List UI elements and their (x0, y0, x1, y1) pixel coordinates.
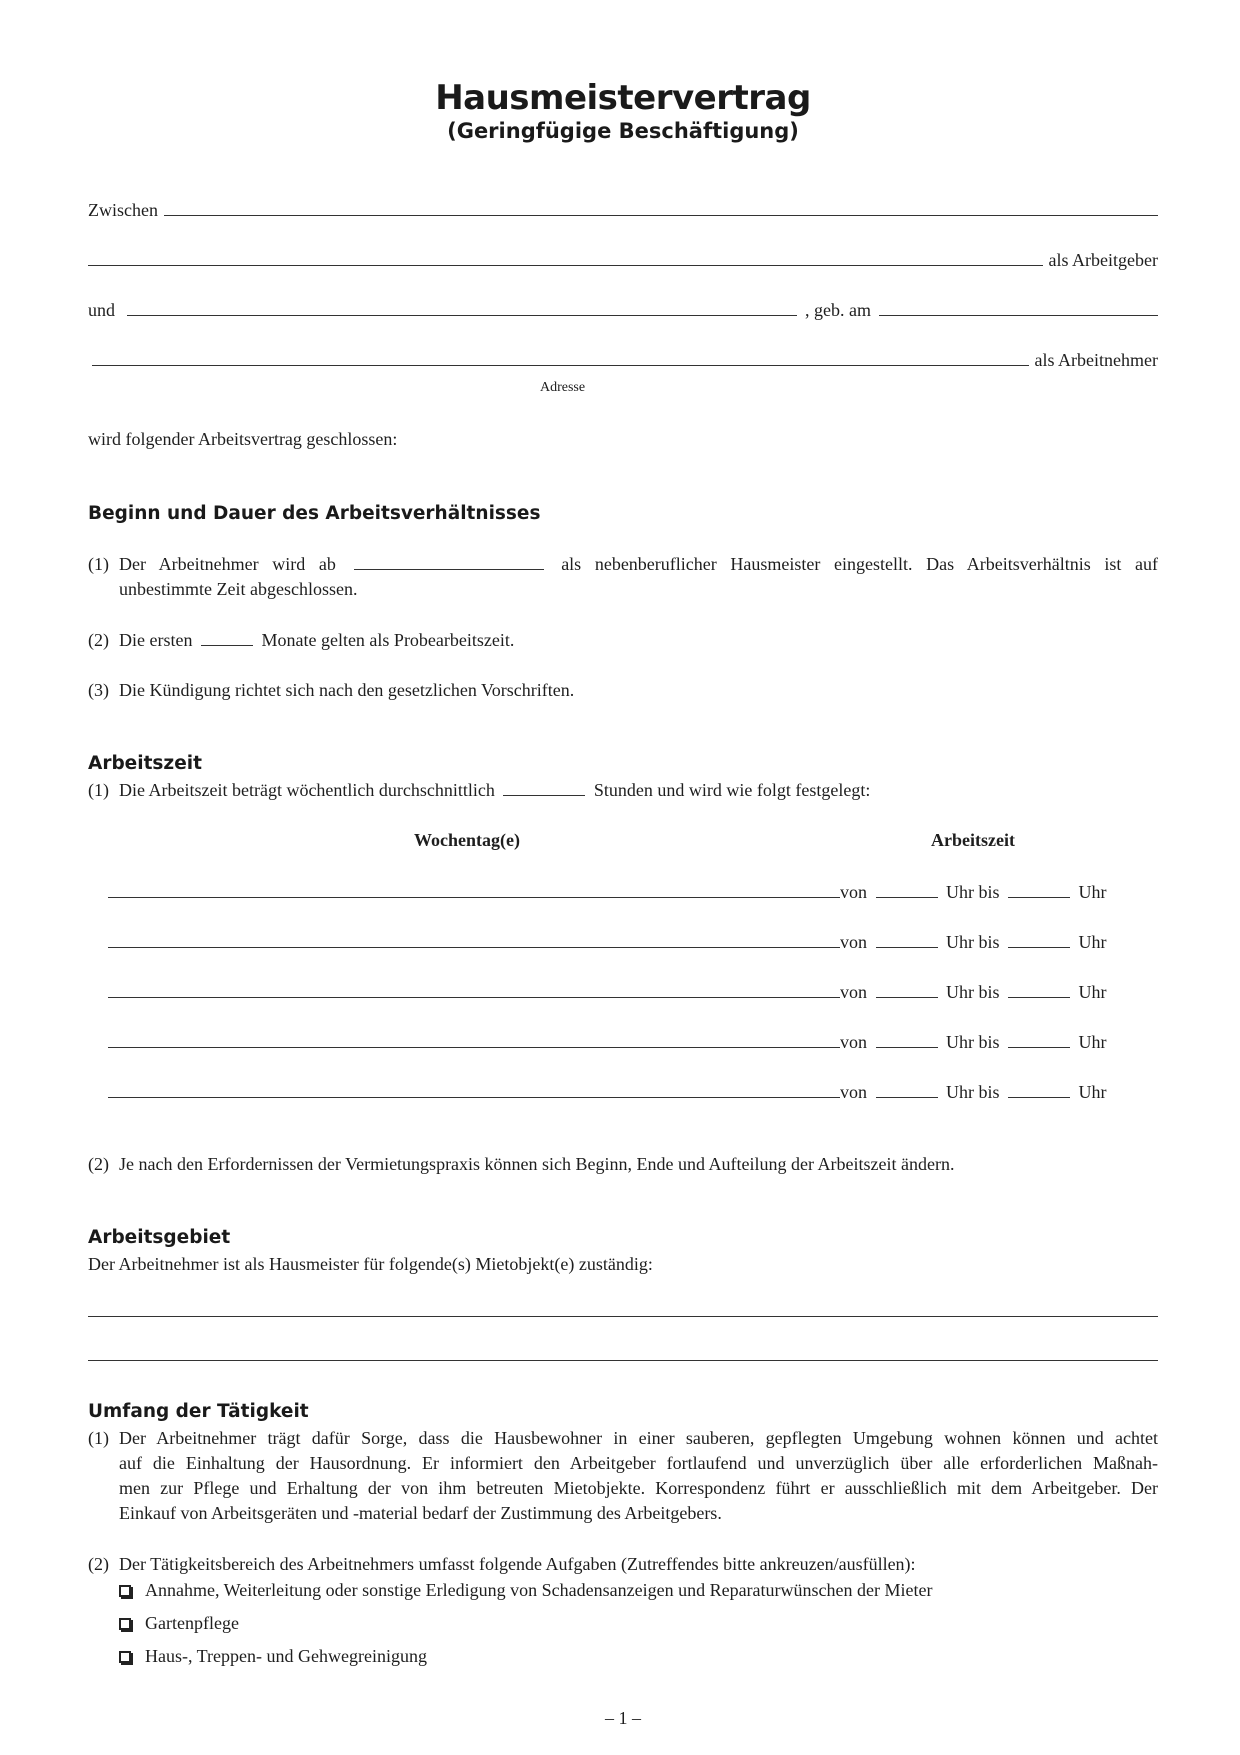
uhr-label: Uhr (1078, 1032, 1107, 1052)
weekday-field[interactable] (108, 982, 840, 998)
geb-am-label: , geb. am (805, 300, 871, 320)
beginn-p1-text-a: Der Arbeitnehmer wird ab (119, 554, 336, 574)
uhr-bis-label: Uhr bis (946, 882, 1000, 902)
schedule-row (108, 980, 1107, 1004)
umfang-paragraph-1 (88, 1426, 1158, 1526)
umfang-p2-text: Der Tätigkeitsbereich des Arbeitnehmers umfasst folgende Aufgaben (Zutreffendes bitte ankreuzen/ausfüllen): (119, 1554, 916, 1574)
arbeitszeit-p1-text-b: Stunden und wird wie folgt festgelegt: (593, 780, 871, 800)
umfang-p1-line-1: Der Arbeitnehmer trägt dafür Sorge, dass die Hausbewohner in einer sauberen, gepflegten Umgebung wohnen können und achtet (119, 1428, 1158, 1448)
schedule-row (108, 930, 1107, 954)
uhr-label: Uhr (1078, 882, 1107, 902)
arbeitszeit-p2-number: (2) (88, 1154, 109, 1174)
beginn-p3-text: Die Kündigung richtet sich nach den gesetzlichen Vorschriften. (119, 680, 575, 700)
intro-text: wird folgender Arbeitsvertrag geschlossen: (88, 429, 398, 449)
task-item (119, 1578, 932, 1602)
task-label: Gartenpflege (145, 1613, 239, 1633)
mietobjekt-field-1[interactable] (88, 1302, 1158, 1317)
time-from-field[interactable] (876, 932, 938, 948)
checkbox-icon[interactable] (119, 1651, 131, 1663)
heading-arbeitsgebiet: Arbeitsgebiet (88, 1227, 231, 1248)
heading-arbeitszeit: Arbeitszeit (88, 753, 202, 774)
beginn-p2-text-a: Die ersten (119, 630, 193, 650)
checkbox-icon[interactable] (119, 1585, 131, 1597)
time-to-field[interactable] (1008, 982, 1070, 998)
von-label: von (840, 1032, 867, 1052)
schedule-row (108, 880, 1107, 904)
mietobjekt-field-2[interactable] (88, 1346, 1158, 1361)
heading-beginn: Beginn und Dauer des Arbeitsverhältnisses (88, 503, 541, 524)
employer-address-field[interactable] (88, 250, 1043, 266)
und-label: und (88, 300, 115, 320)
time-from-field[interactable] (876, 882, 938, 898)
umfang-p1-line-3: men zur Pflege und Erhaltung der von ihm betreuten Mietobjekte. Korrespondenz führt er ausschließlich mit dem Arbeitgeber. Der (119, 1478, 1158, 1498)
von-label: von (840, 932, 867, 952)
document-title: Hausmeistervertrag (435, 78, 811, 118)
party-employee-line-1 (88, 298, 1158, 322)
arbeitszeit-paragraph-2 (88, 1152, 1158, 1177)
als-arbeitgeber-label: als Arbeitgeber (1048, 250, 1158, 270)
checkbox-icon[interactable] (119, 1618, 131, 1630)
umfang-p1-line-4: Einkauf von Arbeitsgeräten und -material bedarf der Zustimmung des Arbeitgebers. (119, 1503, 722, 1523)
time-from-field[interactable] (876, 982, 938, 998)
employee-address-field[interactable] (92, 350, 1029, 366)
uhr-label: Uhr (1078, 982, 1107, 1002)
uhr-bis-label: Uhr bis (946, 982, 1000, 1002)
page-number: – 1 – (605, 1708, 641, 1728)
umfang-p2-number: (2) (88, 1554, 109, 1574)
arbeitszeit-p1-text-a: Die Arbeitszeit beträgt wöchentlich durchschnittlich (119, 780, 495, 800)
schedule-row (108, 1080, 1107, 1104)
weekday-field[interactable] (108, 882, 840, 898)
beginn-p1-number: (1) (88, 554, 109, 574)
task-label: Haus-, Treppen- und Gehwegreinigung (145, 1646, 427, 1666)
document-page (88, 0, 1158, 1755)
weekly-hours-field[interactable] (503, 780, 585, 796)
time-from-field[interactable] (876, 1082, 938, 1098)
beginn-p2-text-b: Monate gelten als Probearbeitszeit. (261, 630, 515, 650)
employer-name-field[interactable] (164, 200, 1158, 216)
als-arbeitnehmer-label: als Arbeitnehmer (1034, 350, 1158, 370)
umfang-paragraph-2 (88, 1552, 1158, 1577)
beginn-p3-number: (3) (88, 680, 109, 700)
beginn-p1-text-c: unbestimmte Zeit abgeschlossen. (119, 579, 358, 599)
weekday-field[interactable] (108, 1082, 840, 1098)
time-to-field[interactable] (1008, 882, 1070, 898)
title-block (88, 78, 1158, 144)
party-employer-line-1 (88, 198, 1158, 222)
beginn-paragraph-3 (88, 678, 1158, 703)
arbeitszeit-p1-number: (1) (88, 780, 109, 800)
zwischen-label: Zwischen (88, 200, 158, 220)
adresse-caption: Adresse (540, 380, 586, 395)
arbeitsgebiet-text: Der Arbeitnehmer ist als Hausmeister für folgende(s) Mietobjekt(e) zuständig: (88, 1254, 653, 1274)
time-to-field[interactable] (1008, 1032, 1070, 1048)
column-arbeitszeit: Arbeitszeit (931, 830, 1015, 850)
arbeitszeit-paragraph-1 (88, 778, 1158, 803)
beginn-p1-text-b: als nebenberuflicher Hausmeister eingestellt. Das Arbeitsverhältnis ist auf (561, 554, 1159, 574)
time-to-field[interactable] (1008, 1082, 1070, 1098)
umfang-p1-line-2: auf die Einhaltung der Hausordnung. Er informiert den Arbeitgeber fortlaufend und unverzüglich über alle erforderlichen Maßnah- (119, 1453, 1158, 1473)
start-date-field[interactable] (354, 554, 544, 570)
party-employee-line-2 (88, 348, 1158, 372)
uhr-label: Uhr (1078, 932, 1107, 952)
employee-birthdate-field[interactable] (879, 300, 1158, 316)
probation-months-field[interactable] (201, 630, 253, 646)
task-item (119, 1644, 427, 1668)
time-to-field[interactable] (1008, 932, 1070, 948)
column-wochentag: Wochentag(e) (414, 830, 520, 850)
uhr-label: Uhr (1078, 1082, 1107, 1102)
weekday-field[interactable] (108, 1032, 840, 1048)
heading-umfang: Umfang der Tätigkeit (88, 1401, 309, 1422)
weekday-field[interactable] (108, 932, 840, 948)
task-label: Annahme, Weiterleitung oder sonstige Erledigung von Schadensanzeigen und Reparaturwünschen der Mieter (145, 1580, 933, 1600)
beginn-paragraph-1 (88, 552, 1158, 602)
arbeitszeit-p2-text: Je nach den Erfordernissen der Vermietungspraxis können sich Beginn, Ende und Aufteilung der Arbeitszeit ändern. (119, 1154, 955, 1174)
beginn-p2-number: (2) (88, 630, 109, 650)
uhr-bis-label: Uhr bis (946, 932, 1000, 952)
party-employer-line-2 (88, 248, 1158, 272)
schedule-row (108, 1030, 1107, 1054)
time-from-field[interactable] (876, 1032, 938, 1048)
task-item (119, 1611, 239, 1635)
von-label: von (840, 882, 867, 902)
uhr-bis-label: Uhr bis (946, 1082, 1000, 1102)
uhr-bis-label: Uhr bis (946, 1032, 1000, 1052)
von-label: von (840, 1082, 867, 1102)
von-label: von (840, 982, 867, 1002)
beginn-paragraph-2 (88, 628, 1158, 653)
umfang-p1-number: (1) (88, 1428, 109, 1448)
document-subtitle: (Geringfügige Beschäftigung) (447, 119, 799, 143)
employee-name-field[interactable] (127, 300, 797, 316)
